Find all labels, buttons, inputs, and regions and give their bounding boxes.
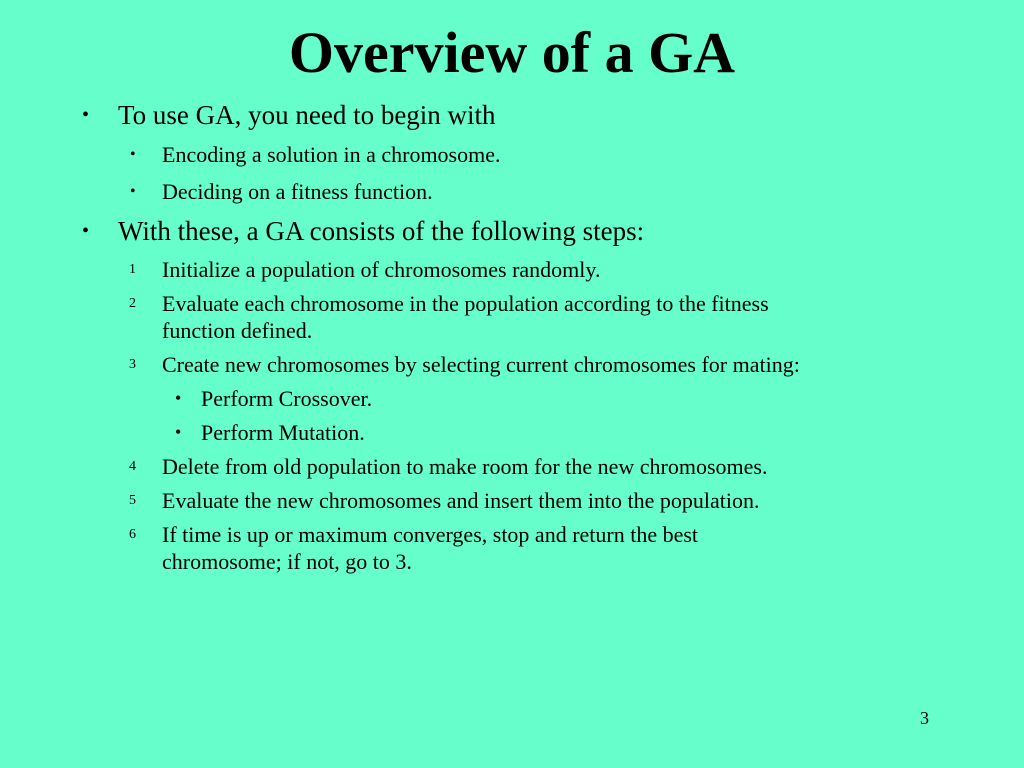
sub-bullet-text: Encoding a solution in a chromosome. bbox=[162, 142, 501, 167]
nested-bullet-marker: • bbox=[175, 388, 182, 408]
bullet-marker: • bbox=[82, 104, 90, 126]
slide-title: Overview of a GA bbox=[288, 20, 736, 85]
step-number: 1 bbox=[129, 262, 136, 277]
sub-bullet-marker: • bbox=[130, 146, 136, 163]
bullet-text: To use GA, you need to begin with bbox=[118, 100, 496, 130]
step-number: 3 bbox=[129, 357, 136, 372]
nested-bullet-text: Perform Crossover. bbox=[201, 386, 373, 411]
step-text: Initialize a population of chromosomes randomly. bbox=[162, 257, 601, 282]
step-text-line1: Evaluate each chromosome in the population according to the fitness bbox=[162, 291, 769, 316]
step-text-line2: function defined. bbox=[162, 318, 313, 343]
step-text: Create new chromosomes by selecting current chromosomes for mating: bbox=[162, 352, 800, 377]
nested-bullet-text: Perform Mutation. bbox=[201, 420, 365, 445]
sub-bullet-marker: • bbox=[130, 183, 136, 200]
step-text-line2: chromosome; if not, go to 3. bbox=[162, 549, 412, 574]
step-text-line1: If time is up or maximum converges, stop and return the best bbox=[162, 522, 699, 547]
step-text: Evaluate the new chromosomes and insert them into the population. bbox=[162, 488, 760, 513]
step-number: 6 bbox=[129, 527, 136, 542]
step-number: 4 bbox=[129, 459, 136, 474]
page-number: 3 bbox=[920, 708, 929, 728]
bullet-marker: • bbox=[82, 220, 90, 242]
step-number: 5 bbox=[129, 493, 136, 508]
step-number: 2 bbox=[129, 296, 136, 311]
sub-bullet-text: Deciding on a fitness function. bbox=[162, 179, 433, 204]
step-text: Delete from old population to make room for the new chromosomes. bbox=[162, 454, 768, 479]
nested-bullet-marker: • bbox=[175, 422, 182, 442]
bullet-text: With these, a GA consists of the following steps: bbox=[118, 216, 645, 246]
